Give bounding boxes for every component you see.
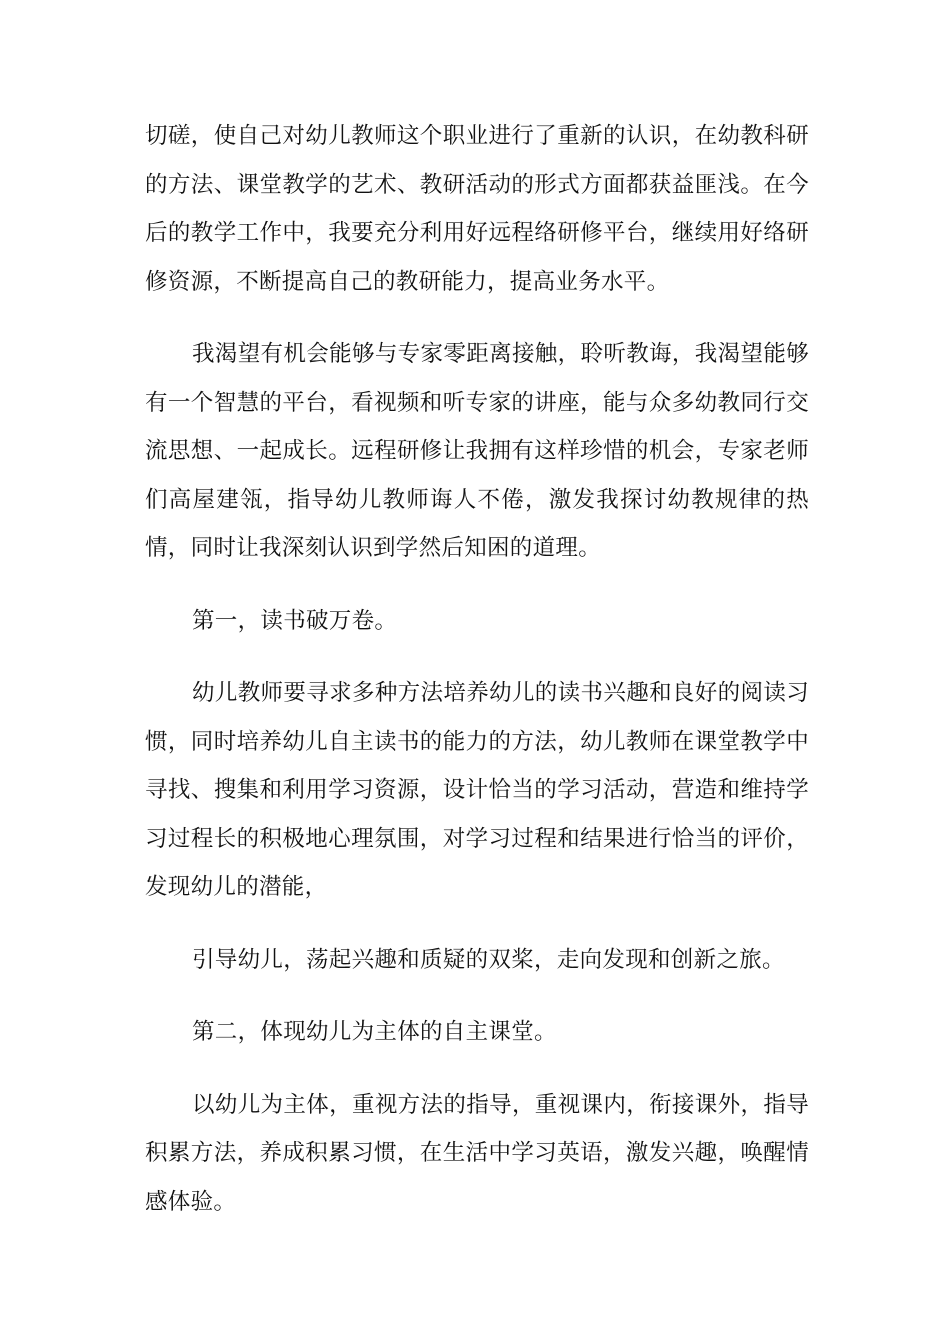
paragraph-2: 我渴望有机会能够与专家零距离接触，聆听教诲，我渴望能够有一个智慧的平台，看视频和听专家的讲座，能与众多幼教同行交流思想、一起成长。远程研修让我拥有这样珍惜的机会，专家老师们高屋建瓴，指导幼儿教师诲人不倦，激发我探讨幼教规律的热情，同时让我深刻认识到学然后知困的道理。 (145, 341, 809, 561)
paragraph-5: 以幼儿为主体，重视方法的指导，重视课内，衔接课外，指导积累方法，养成积累习惯，在生活中学习英语，激发兴趣，唤醒情感体验。 (145, 1091, 809, 1215)
paragraph-4: 引导幼儿，荡起兴趣和质疑的双桨，走向发现和创新之旅。 (192, 946, 785, 973)
paragraph-3: 幼儿教师要寻求多种方法培养幼儿的读书兴趣和良好的阅读习惯，同时培养幼儿自主读书的能力的方法，幼儿教师在课堂教学中寻找、搜集和利用学习资源，设计恰当的学习活动，营造和维持学习过程长的积极地心理氛围，对学习过程和结果进行恰当的评价，发现幼儿的潜能， (145, 680, 809, 900)
paragraph-1: 切磋，使自己对幼儿教师这个职业进行了重新的认识，在幼教科研的方法、课堂教学的艺术、教研活动的形式方面都获益匪浅。在今后的教学工作中，我要充分利用好远程络研修平台，继续用好络研修资源，不断提高自己的教研能力，提高业务水平。 (145, 123, 809, 295)
section-heading-2: 第二，体现幼儿为主体的自主课堂。 (192, 1019, 557, 1045)
document-body (145, 112, 809, 1250)
section-heading-1: 第一，读书破万卷。 (192, 607, 398, 634)
